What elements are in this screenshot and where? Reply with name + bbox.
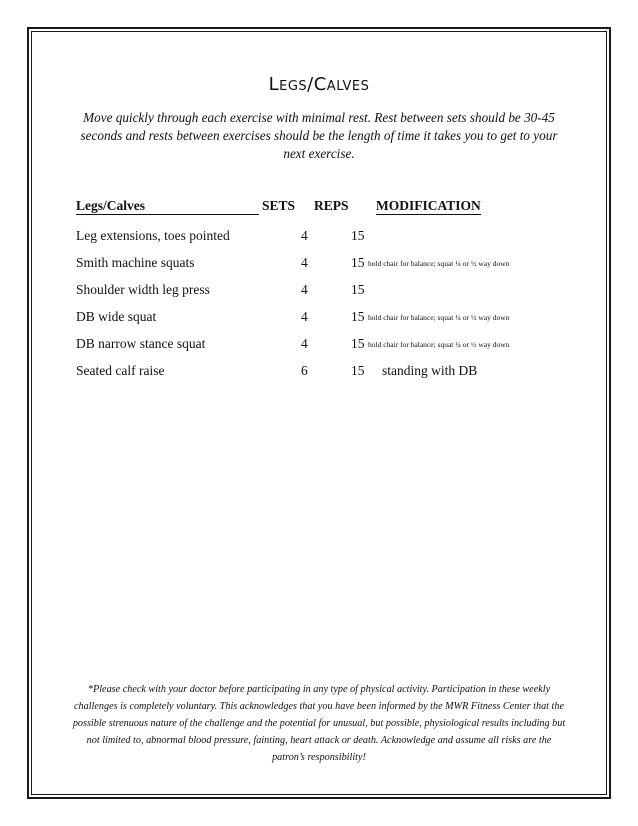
page-title: Legs/Calves <box>268 74 370 95</box>
header-exercise: Legs/Calves <box>76 198 259 215</box>
header-modification: MODIFICATION <box>376 198 481 213</box>
exercise-reps: 15 <box>351 282 365 297</box>
exercise-name: Shoulder width leg press <box>76 282 210 297</box>
table-row <box>76 255 576 282</box>
exercise-name: Smith machine squats <box>76 255 195 270</box>
exercise-reps: 15 <box>351 309 365 324</box>
table-row <box>76 228 576 255</box>
exercise-reps: 15 <box>351 228 365 243</box>
table-row <box>76 282 576 309</box>
intro-paragraph: Move quickly through each exercise with minimal rest. Rest between sets should be 30-45 seconds and rests between exercises should be the length of time it takes you to get to your next exercise. <box>80 110 558 161</box>
exercise-modification: hold chair for balance; squat ¼ or ½ way down <box>368 313 510 322</box>
exercise-sets: 4 <box>301 228 308 243</box>
exercise-sets: 4 <box>301 282 308 297</box>
exercise-sets: 6 <box>301 363 308 378</box>
table-row <box>76 309 576 336</box>
exercise-reps: 15 <box>351 255 365 270</box>
header-reps: REPS <box>314 198 349 213</box>
exercise-modification: hold chair for balance; squat ¼ or ½ way down <box>368 340 510 349</box>
header-sets: SETS <box>262 198 296 213</box>
exercise-modification: standing with DB <box>382 363 478 378</box>
exercise-modification: hold chair for balance; squat ¼ or ½ way down <box>368 259 510 268</box>
table-row <box>76 336 576 363</box>
exercise-table <box>76 198 576 390</box>
exercise-reps: 15 <box>351 336 365 351</box>
disclaimer-paragraph: *Please check with your doctor before participating in any type of physical activity. Participation in these weekly challenges is completely voluntary. This acknowledges that you have been informed by the MWR Fitness Center that the possible strenuous nature of the challenge and the potential for unusual, but possible, physiological results including but not limited to, abnormal blood pressure, fainting, heart attack or death. Acknowledge and assume all risks are the patron’s responsibility! <box>72 684 566 763</box>
exercise-sets: 4 <box>301 309 308 324</box>
exercise-reps: 15 <box>351 363 365 378</box>
exercise-name: DB narrow stance squat <box>76 336 206 351</box>
exercise-sets: 4 <box>301 336 308 351</box>
exercise-sets: 4 <box>301 255 308 270</box>
exercise-name: DB wide squat <box>76 309 157 324</box>
exercise-name: Seated calf raise <box>76 363 165 378</box>
table-row <box>76 363 576 390</box>
table-header-row <box>76 198 576 228</box>
exercise-name: Leg extensions, toes pointed <box>76 228 230 243</box>
